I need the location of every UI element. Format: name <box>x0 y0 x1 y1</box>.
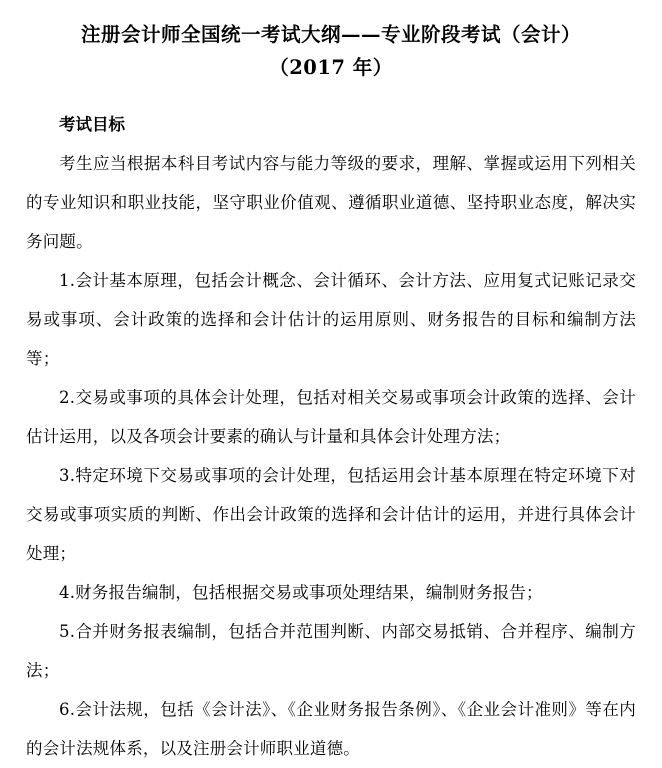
paragraph-item-3: 3.特定环境下交易或事项的会计处理，包括运用会计基本原理在特定环境下对交易或事项实质的判断、作出会计政策的选择和会计估计的运用，并进行具体会计处理； <box>26 466 636 563</box>
paragraph-intro: 考生应当根据本科目考试内容与能力等级的要求，理解、掌握或运用下列相关的专业知识和职业技能，坚守职业价值观、遵循职业道德、坚持职业态度，解决实务问题。 <box>26 154 636 251</box>
page-title <box>26 18 636 84</box>
paragraph-item-5: 5.合并财务报表编制，包括合并范围判断、内部交易抵销、合并程序、编制方法； <box>26 622 636 680</box>
paragraph-item-4: 4.财务报告编制，包括根据交易或事项处理结果，编制财务报告； <box>59 583 543 602</box>
page-title-line-1: 注册会计师全国统一考试大纲——专业阶段考试（会计） <box>80 23 581 46</box>
paragraph-item-2: 2.交易或事项的具体会计处理，包括对相关交易或事项会计政策的选择、会计估计运用，以及各项会计要素的确认与计量和具体会计处理方法； <box>26 388 636 446</box>
paragraph-item-6: 6.会计法规，包括《会计法》、《企业财务报告条例》、《企业会计准则》等在内的会计法规体系，以及注册会计师职业道德。 <box>26 700 636 758</box>
page-title-line-2: （2017 年） <box>269 56 393 79</box>
paragraph-item-1: 1.会计基本原理，包括会计概念、会计循环、会计方法、应用复式记账记录交易或事项、会计政策的选择和会计估计的运用原则、财务报告的目标和编制方法等； <box>26 271 636 368</box>
section-heading-exam-objective: 考试目标 <box>59 115 125 134</box>
